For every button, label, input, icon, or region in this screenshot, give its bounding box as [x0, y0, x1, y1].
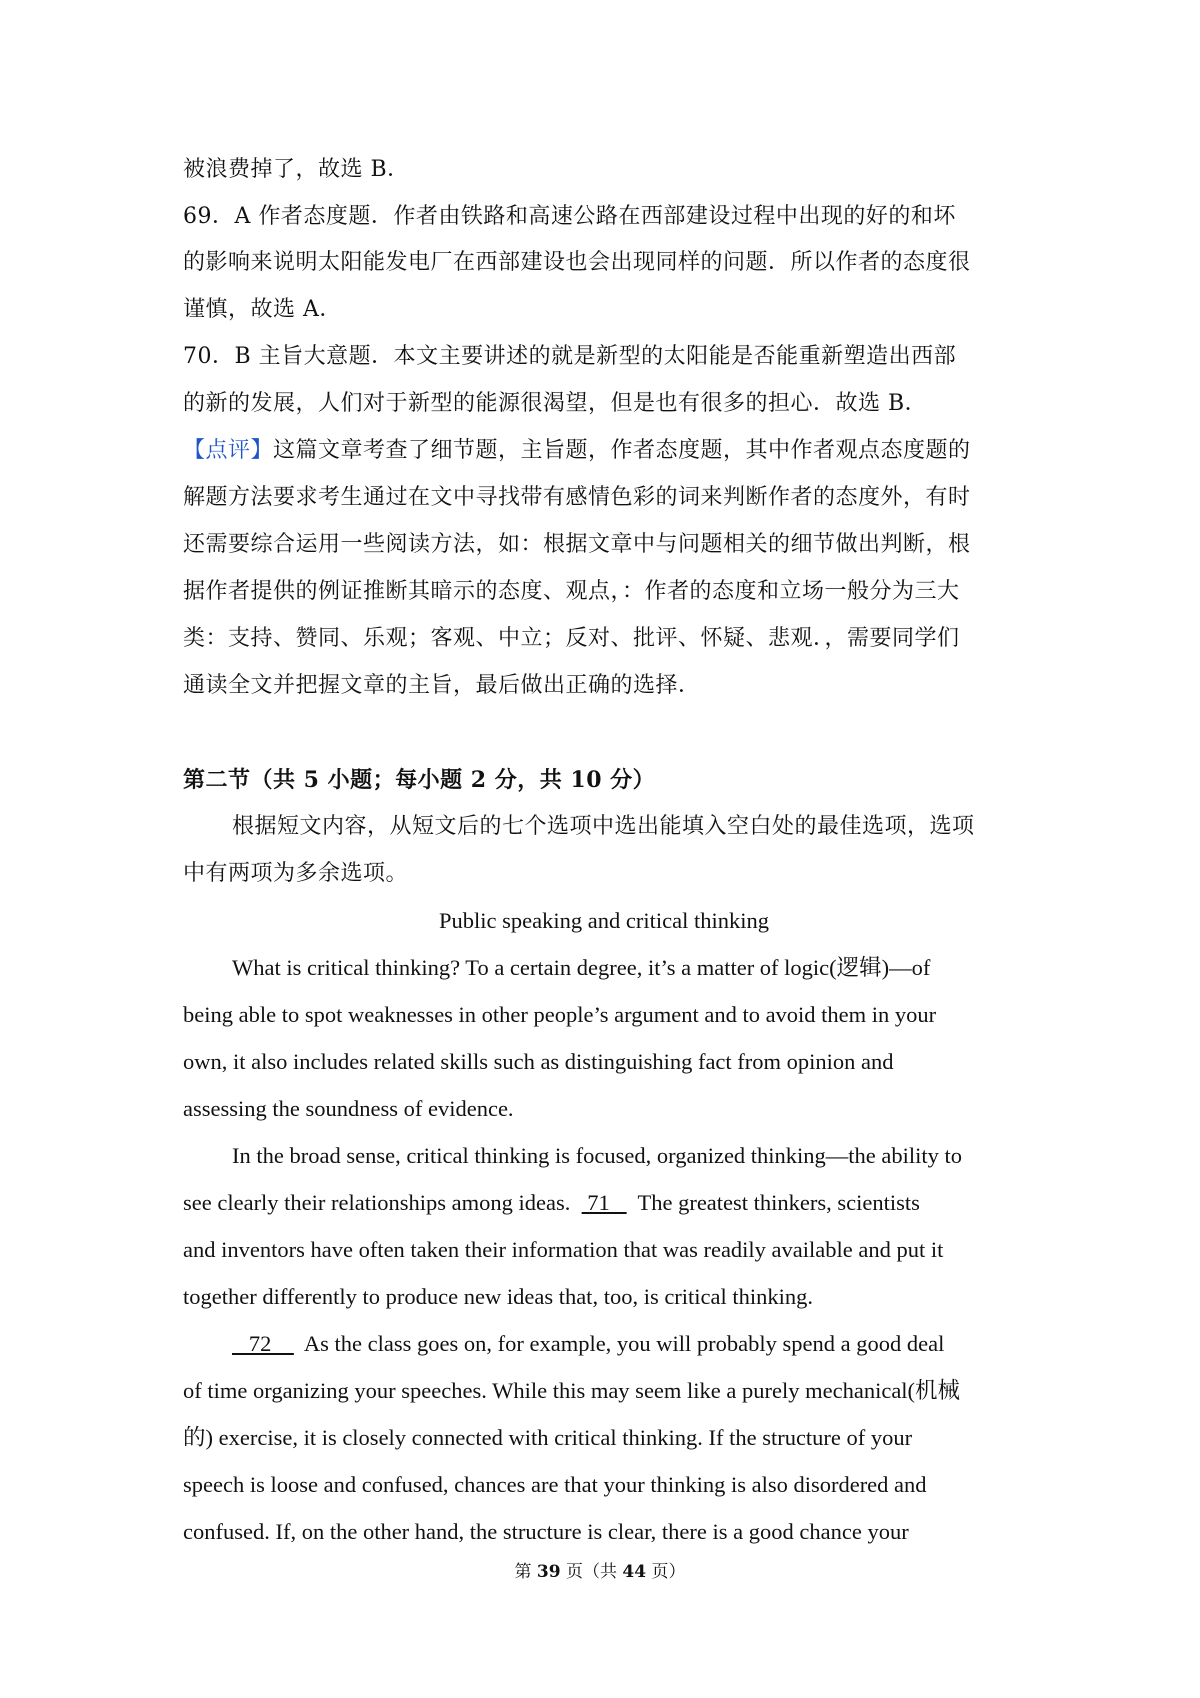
passage-line: In the broad sense, critical thinking is focused, organized thinking—the ability to — [232, 1143, 963, 1168]
passage-line: 的) exercise, it is closely connected with critical thinking. If the structure of your — [183, 1425, 913, 1450]
comment-text: 这篇文章考查了细节题，主旨题，作者态度题，其中作者观点态度题的 — [273, 438, 971, 463]
text-line: 解题方法要求考生通过在文中寻找带有感情色彩的词来判断作者的态度外，有时 — [183, 485, 971, 510]
page-footer — [0, 1560, 1200, 1584]
text-line: 被浪费掉了，故选 B． — [183, 157, 410, 182]
answer-70: 70．B 主旨大意题．本文主要讲述的就是新型的太阳能是否能重新塑造出西部 — [183, 344, 957, 369]
text-line: 的新的发展，人们对于新型的能源很渴望，但是也有很多的担心．故选 B． — [183, 391, 928, 416]
passage-text: see clearly their relationships among ideas. — [183, 1190, 582, 1215]
passage-line: assessing the soundness of evidence. — [183, 1096, 514, 1121]
text-line: 类：支持、赞同、乐观；客观、中立；反对、批评、怀疑、悲观．，需要同学们 — [183, 626, 960, 651]
passage-line — [183, 1188, 920, 1218]
comment-line — [183, 436, 971, 466]
passage-line: together differently to produce new ideas that, too, is critical thinking. — [183, 1284, 814, 1309]
text-line: 通读全文并把握文章的主旨，最后做出正确的选择． — [183, 673, 701, 698]
passage-line — [183, 1329, 944, 1359]
comment-tag: 【点评】 — [183, 438, 274, 463]
text-line: 还需要综合运用一些阅读方法，如：根据文章中与问题相关的细节做出判断，根 — [183, 532, 971, 557]
section-title: 第二节（共 5 小题；每小题 2 分，共 10 分） — [183, 767, 656, 793]
footer-text: 页） — [646, 1562, 686, 1582]
text-line: 的影响来说明太阳能发电厂在西部建设也会出现同样的问题．所以作者的态度很 — [183, 250, 971, 275]
text-line: 据作者提供的例证推断其暗示的态度、观点，：作者的态度和立场一般分为三大 — [183, 579, 960, 604]
passage-line: What is critical thinking? To a certain degree, it’s a matter of logic(逻辑)—of — [232, 955, 931, 980]
text-line: 谨慎，故选 A． — [183, 297, 342, 322]
instruction-line: 中有两项为多余选项。 — [183, 861, 409, 886]
footer-text: 页（共 — [560, 1562, 623, 1582]
passage-text: As the class goes on, for example, you will probably spend a good deal — [293, 1331, 945, 1356]
passage-line: being able to spot weaknesses in other people’s argument and to avoid them in your — [183, 1002, 937, 1027]
answer-69: 69．A 作者态度题．作者由铁路和高速公路在西部建设过程中出现的好的和坏 — [183, 204, 956, 229]
passage-line: own, it also includes related skills such as distinguishing fact from opinion and — [183, 1049, 894, 1074]
instruction-line: 根据短文内容，从短文后的七个选项中选出能填入空白处的最佳选项，选项 — [232, 814, 975, 839]
passage-line: and inventors have often taken their information that was readily available and put it — [183, 1237, 944, 1262]
passage-title: Public speaking and critical thinking — [439, 908, 769, 933]
passage-line: speech is loose and confused, chances are that your thinking is also disordered and — [183, 1472, 927, 1497]
page-number: 39 — [536, 1562, 561, 1582]
blank-71: 71 — [581, 1190, 627, 1215]
passage-line: confused. If, on the other hand, the structure is clear, there is a good chance your — [183, 1519, 909, 1544]
footer-text: 第 — [514, 1562, 537, 1582]
blank-72: 72 — [232, 1331, 294, 1356]
passage-text: The greatest thinkers, scientists — [626, 1190, 920, 1215]
passage-line: of time organizing your speeches. While this may seem like a purely mechanical(机械 — [183, 1378, 961, 1403]
page-total: 44 — [622, 1562, 647, 1582]
